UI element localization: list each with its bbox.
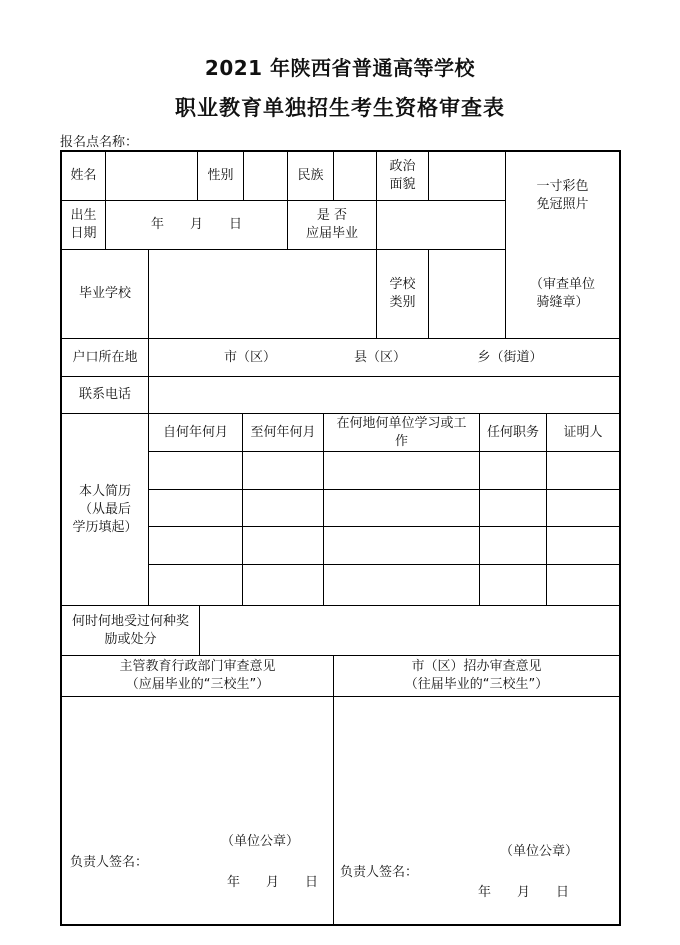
registration-site-label: 报名点名称：: [60, 135, 139, 150]
left-signer-label: 负责人签名：: [70, 855, 149, 870]
resume-col-role: 任何职务: [486, 424, 539, 440]
left-date: 年 月 日: [226, 875, 318, 890]
fresh-graduate-field[interactable]: [377, 201, 505, 249]
hukou-city: 市（区）: [223, 349, 276, 365]
political-status-label: 政治 面貌: [389, 159, 416, 192]
gender-label: 性别: [207, 168, 234, 183]
resume-col-witness: 证明人: [563, 424, 603, 440]
phone-label: 联系电话: [78, 387, 131, 402]
political-status-field[interactable]: [429, 152, 505, 200]
ethnicity-label: 民族: [297, 168, 324, 183]
seam-stamp-note: （审查单位 骑缝章）: [529, 277, 595, 310]
left-seal-note: （单位公章）: [220, 834, 299, 849]
hukou-town: 乡（街道）: [477, 349, 543, 365]
school-type-label: 学校 类别: [389, 277, 416, 310]
resume-col-where: 在何地何单位学习或工 作: [336, 415, 467, 449]
right-seal-note: （单位公章）: [499, 844, 578, 859]
form-title-line1: 2021 年陕西省普通高等学校: [204, 56, 476, 80]
phone-field[interactable]: [149, 377, 619, 413]
name-field[interactable]: [106, 152, 197, 200]
awards-field[interactable]: [200, 606, 619, 655]
resume-col-from: 自何年何月: [162, 424, 228, 440]
right-date: 年 月 日: [477, 885, 569, 900]
photo-placeholder: 一寸彩色 免冠照片: [536, 179, 589, 212]
resume-col-to: 至何年何月: [250, 424, 316, 440]
form-title-line2: 职业教育单独招生考生资格审查表: [175, 96, 505, 120]
school-field[interactable]: [149, 250, 376, 338]
school-type-field[interactable]: [429, 250, 505, 338]
birth-date-label: 出生 日期: [70, 208, 97, 241]
city-office-review-header: 市（区）招办审查意见 （往届毕业的“三校生”）: [404, 659, 549, 692]
name-label: 姓名: [70, 168, 97, 183]
awards-label: 何时何地受过何种奖 励或处分: [71, 613, 189, 647]
right-signer-label: 负责人签名：: [340, 865, 419, 880]
fresh-graduate-label: 是 否 应届毕业: [305, 208, 358, 241]
edu-dept-review-header: 主管教育行政部门审查意见 （应届毕业的“三校生”）: [119, 659, 276, 692]
gender-field[interactable]: [244, 152, 287, 200]
hukou-county: 县（区）: [353, 349, 406, 365]
resume-label: 本人简历 （从最后 学历填起）: [72, 483, 138, 535]
birth-date-field[interactable]: 年 月 日: [150, 217, 242, 232]
ethnicity-field[interactable]: [334, 152, 376, 200]
school-label: 毕业学校: [78, 286, 131, 301]
hukou-label: 户口所在地: [72, 349, 138, 365]
